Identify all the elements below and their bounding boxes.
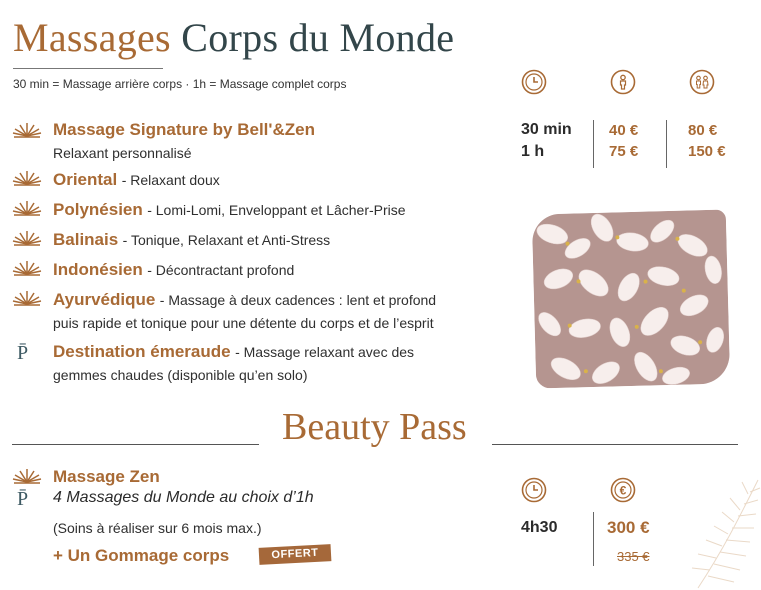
massage-subtitle: puis rapide et tonique pour une détente du corps et de l’esprit: [53, 315, 434, 331]
massage-item: [53, 260, 294, 280]
massage-name: Indonésien: [53, 260, 143, 279]
massage-subtitle: gemmes chaudes (disponible qu’en solo): [53, 367, 308, 383]
massage-name: Massage Signature by Bell'&Zen: [53, 120, 315, 139]
duration-legend: 30 min = Massage arrière corps · 1h = Massage complet corps: [13, 77, 347, 91]
duration-value: 30 min: [521, 121, 572, 138]
offert-badge: OFFERT: [259, 544, 332, 565]
massage-desc: - Lomi-Lomi, Enveloppant et Lâcher-Prise: [147, 202, 406, 218]
solo-price: 75 €: [609, 143, 639, 160]
page-title: [13, 14, 454, 62]
sun-rays-icon: [12, 122, 42, 138]
massage-item: [53, 230, 330, 250]
massage-desc: - Relaxant doux: [121, 172, 220, 188]
massage-desc: - Massage relaxant avec des: [235, 344, 415, 360]
sun-rays-icon: [12, 260, 42, 276]
beauty-pass-name: Massage Zen: [53, 467, 160, 486]
flower-blossoms: [532, 209, 730, 388]
beauty-pass-line2: 4 Massages du Monde au choix d’1h: [53, 489, 314, 506]
feather-decoration: [678, 470, 761, 590]
svg-text:€: €: [619, 483, 627, 498]
beauty-pass-old-price: 335 €: [617, 549, 650, 564]
sun-rays-icon: [12, 230, 42, 246]
beauty-pass-title: Beauty Pass: [282, 406, 467, 448]
title-part-1: Massages: [13, 15, 171, 60]
massage-item: [53, 120, 315, 140]
section-divider-right: [492, 444, 738, 445]
massage-name: Destination émeraude: [53, 342, 231, 361]
solo-price: 40 €: [609, 122, 639, 139]
massage-item: [53, 170, 220, 190]
clock-icon: [521, 477, 547, 503]
duo-price: 150 €: [688, 143, 726, 160]
massage-subtitle: Relaxant personnalisé: [53, 145, 192, 161]
beauty-pass-duration: 4h30: [521, 519, 558, 536]
person-icon: [610, 69, 636, 95]
flower-photo: [532, 209, 730, 388]
massage-item: [53, 342, 414, 362]
massage-desc: - Décontractant profond: [147, 262, 295, 278]
duration-value: 1 h: [521, 143, 545, 160]
beauty-pass-price: 300 €: [607, 518, 650, 537]
duo-price: 80 €: [688, 122, 718, 139]
title-part-2: Corps du Monde: [181, 15, 455, 60]
sun-rays-icon: [12, 468, 42, 484]
price-divider: [593, 120, 594, 168]
beauty-pass-extra: + Un Gommage corps: [53, 546, 230, 565]
euro-icon: [610, 477, 636, 503]
clock-icon: [521, 69, 547, 95]
sun-rays-icon: [12, 170, 42, 186]
section-divider-left: [12, 444, 259, 445]
sun-rays-icon: [12, 290, 42, 306]
massage-item: [53, 290, 436, 310]
beauty-pass-note: (Soins à réaliser sur 6 mois max.): [53, 520, 262, 536]
massage-name: Balinais: [53, 230, 119, 249]
price-divider: [666, 120, 667, 168]
title-underline: [13, 68, 163, 69]
massage-name: Oriental: [53, 170, 118, 189]
massage-item: [53, 200, 406, 220]
price-divider: [593, 512, 594, 566]
massage-name: Ayurvédique: [53, 290, 156, 309]
couple-icon: [689, 69, 715, 95]
massage-name: Polynésien: [53, 200, 143, 219]
massage-desc: - Massage à deux cadences : lent et profond: [159, 292, 437, 308]
sun-rays-icon: [12, 200, 42, 216]
p-logo-icon: P̄: [17, 488, 29, 510]
massage-desc: - Tonique, Relaxant et Anti-Stress: [122, 232, 331, 248]
p-logo-icon: P̄: [17, 342, 29, 364]
